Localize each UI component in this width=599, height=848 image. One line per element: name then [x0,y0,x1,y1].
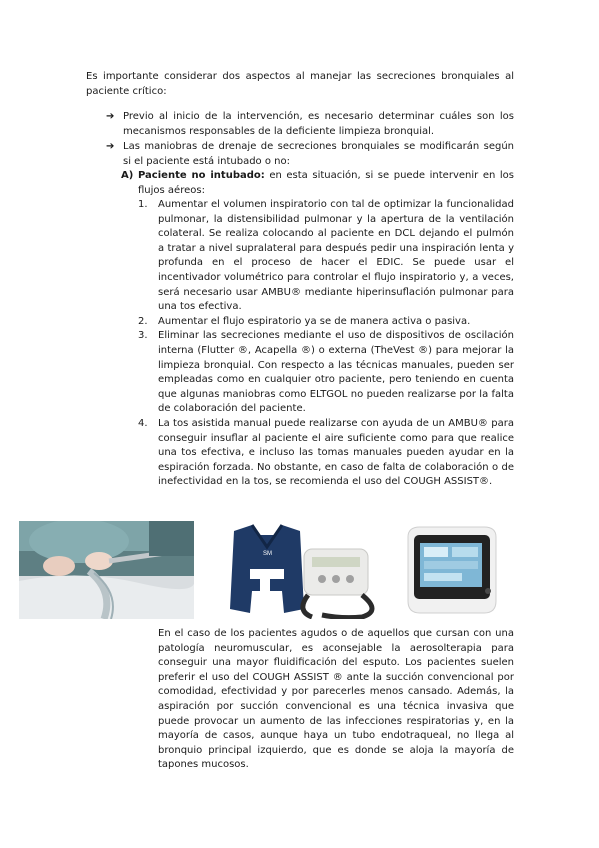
list-number: 1. [138,199,148,210]
list-number: 3. [138,330,148,342]
arrow-bullet-icon: ➔ [106,141,115,152]
cough-assist-device-icon [400,521,502,619]
subsection-text [138,169,514,198]
cough-assist-photo [400,521,502,619]
numbered-list [138,198,514,490]
subsection-letter: A) [121,170,134,181]
arrow-bullet-icon: ➔ [106,111,115,122]
closing-paragraph: En el caso de los pacientes agudos o de aquellos que cursan con una patología neuromuscular, es aconsejable la aerosolterapia para conseguir una mayor fluidificación del esputo. Los pacientes suelen preferir el uso del COUGH ASSIST ® ante la succión convencional por comodidad, efectividad y por parecerles menos cansado. Además, la aspiración por succión convencional es una técnica invasiva que puede provocar un aumento de las infecciones respiratorias y, en la mayoría de casos, aunque haya un tubo endotraqueal, no llega al bronquio principal izquierdo, que es donde se aloja la mayoría de tapones mucosos. [158,628,514,771]
list-item [138,198,514,315]
bullet-text-2: Las maniobras de drenaje de secreciones bronquiales se modificarán según si el paciente está intubado o no: [123,141,514,167]
list-item-text: Eliminar las secreciones mediante el uso de dispositivos de oscilación interna (Flutter ®, Acapella ®) o externa (TheVest ®) para mejorar la limpieza bronquial. Con respecto a las técnicas manuales, pueden ser empleadas como en cualquier otro paciente, pero teniendo en cuenta que algunas maniobras como ELTGOL no pueden realizarse por la falta de colaboración del paciente. [158,330,514,415]
list-item [138,417,514,490]
list-number: 4. [138,417,148,429]
vest-icon [230,525,304,613]
bullet-item-1 [106,110,514,139]
list-item [138,315,514,330]
list-item [138,329,514,417]
intro-paragraph: Es importante considerar dos aspectos al manejar las secreciones bronquiales al paciente crítico: [86,71,514,97]
clinical-photo [19,521,194,619]
photo-row [19,521,579,619]
subsection-a [121,169,514,198]
subsection-body: en esta situación, si se puede intervenir en los flujos aéreos: [138,170,514,196]
vest-logo-text: SM [263,551,272,557]
vest-device-photo [212,521,408,619]
bullet-text-1: Previo al inicio de la intervención, es necesario determinar cuáles son los mecanismos responsables de la deficiente limpieza bronquial. [123,111,514,137]
airway-clearance-device-icon [303,549,372,618]
list-item-text: Aumentar el volumen inspiratorio con tal de optimizar la funcionalidad pulmonar, la distensibilidad pulmonar y la apertura de la ventilación colateral. Se realiza colocando al paciente en DCL dejando el pulmón a tratar a nivel supralateral para después pedir una inspiración lenta y profunda en el proceso de hacer el EDIC. Se puede usar el incentivador volumétrico para controlar el flujo inspiratorio y, a veces, será necesario usar AMBU® mediante hiperinsuflación pulmonar para una tos efectiva. [158,199,514,313]
list-number: 2. [138,315,148,327]
list-item-text: Aumentar el flujo espiratorio ya se de manera activa o pasiva. [158,315,471,327]
list-item-text: La tos asistida manual puede realizarse con ayuda de un AMBU® para conseguir insuflar al paciente el aire suficiente como para que realice una tos efectiva, e incluso las tomas manuales pueden ayudar en la espiración forzada. No obstante, en caso de falta de colaboración o de inefectividad en la tos, se recomienda el uso del COUGH ASSIST®. [158,417,514,488]
subsection-heading: Paciente no intubado: [138,170,265,181]
vest-device-image [212,521,408,619]
clinical-scene-image [19,521,194,619]
bullet-item-2 [106,140,514,169]
